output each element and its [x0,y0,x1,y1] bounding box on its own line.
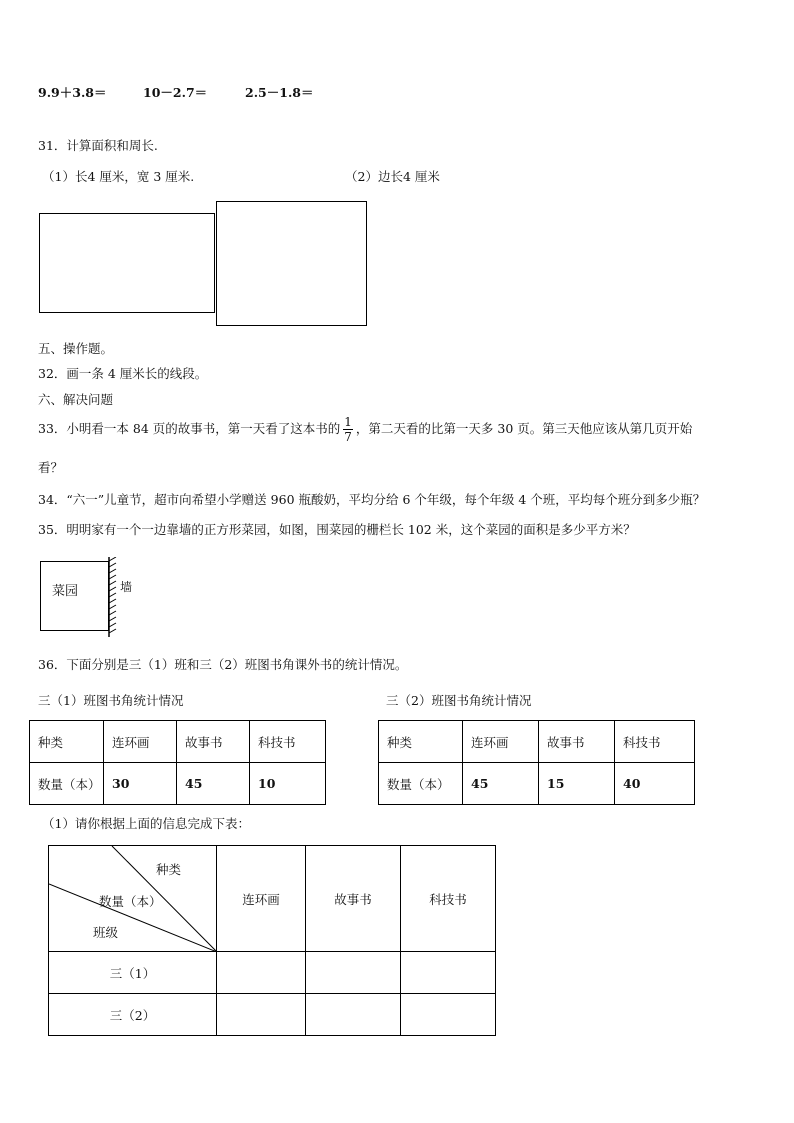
answer-cell[interactable] [306,994,401,1036]
table-cell: 种类 [30,721,104,763]
table-cell: 三（2） [49,994,217,1036]
answer-cell[interactable] [401,952,496,994]
q31-part1: （1）长4 厘米，宽 3 厘米. [42,169,195,184]
table-cell: 故事书 [539,721,615,763]
table-cell: 数量（本） [30,763,104,805]
table-cell: 科技书 [401,846,496,952]
class2-stat-table [378,720,695,805]
table-cell: 30 [104,763,177,805]
table-cell: 连环画 [463,721,539,763]
table-cell: 种类 [379,721,463,763]
wall-hatch-icon [106,557,120,637]
table-cell: 40 [615,763,695,805]
combined-fill-table [48,845,496,1036]
table-row [30,763,326,805]
diagonal-header-cell [49,846,217,952]
q33-fraction [343,415,353,444]
table-cell: 科技书 [250,721,326,763]
calc-item-3: 2.5－1.8＝ [245,85,314,100]
q33-line1 [38,412,692,446]
answer-cell[interactable] [217,952,306,994]
table-cell: 故事书 [306,846,401,952]
q36-text: 36．下面分别是三（1）班和三（2）班图书角课外书的统计情况。 [38,657,408,672]
q35-text: 35．明明家有一个一边靠墙的正方形菜园，如图，围菜园的栅栏长 102 米，这个菜园的面积是多少平方米？ [38,522,636,537]
answer-cell[interactable] [401,994,496,1036]
table-cell: 15 [539,763,615,805]
wall-label: 墙 [120,580,133,594]
class1-stat-table [29,720,326,805]
corner-quantity-label: 数量（本） [99,894,162,909]
table-cell: 科技书 [615,721,695,763]
table-cell: 故事书 [177,721,250,763]
corner-type-label: 种类 [156,862,182,877]
calc-item-2: 10－2.7＝ [143,85,208,100]
table-cell: 连环画 [104,721,177,763]
section-6-heading: 六、解决问题 [38,392,114,407]
q31-title: 31．计算面积和周长. [38,138,158,153]
answer-cell[interactable] [306,952,401,994]
square-figure [216,201,367,326]
q34-text: 34．“六一”儿童节，超市向希望小学赠送 960 瓶酸奶，平均分给 6 个年级，每个年级 4 个班，平均每个班分到多少瓶？ [38,492,706,507]
q33-text-before: 33．小明看一本 84 页的故事书，第一天看了这本书的 [38,421,341,436]
rectangle-figure [39,213,215,313]
table-row [379,763,695,805]
table1-title: 三（1）班图书角统计情况 [38,693,184,708]
table-cell: 10 [250,763,326,805]
corner-class-label: 班级 [93,925,119,940]
table-row [30,721,326,763]
table-row [49,994,496,1036]
q33-text-after: ，第二天看的比第一天多 30 页。第三天他应该从第几页开始 [355,421,693,436]
table-row [49,846,496,952]
answer-cell[interactable] [217,994,306,1036]
table-cell: 连环画 [217,846,306,952]
q32-text: 32．画一条 4 厘米长的线段。 [38,366,208,381]
table-row [379,721,695,763]
table-cell: 45 [463,763,539,805]
q31-part2: （2）边长4 厘米 [345,169,440,184]
calc-item-1: 9.9＋3.8＝ [38,85,107,100]
q33-line2: 看？ [38,460,64,475]
q36-sub1: （1）请你根据上面的信息完成下表： [42,816,250,831]
table-cell: 数量（本） [379,763,463,805]
table-cell: 45 [177,763,250,805]
garden-label: 菜园 [52,584,79,599]
table-row [49,952,496,994]
section-5-heading: 五、操作题。 [38,341,114,356]
fraction-denominator: 7 [344,430,352,444]
table-cell: 三（1） [49,952,217,994]
fraction-numerator: 1 [344,415,352,429]
table2-title: 三（2）班图书角统计情况 [386,693,532,708]
